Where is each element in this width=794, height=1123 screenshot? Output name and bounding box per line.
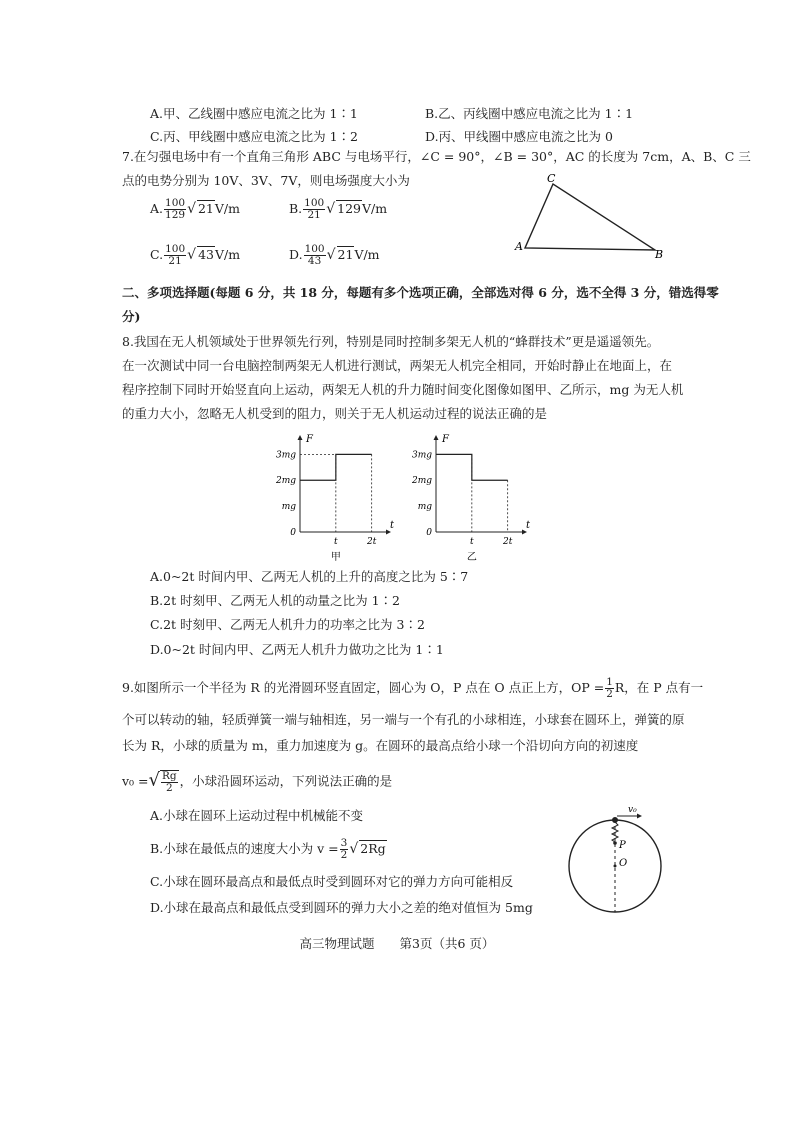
y-tick-label: mg [417, 502, 432, 513]
q9-option-a: A.小球在圆环上运动过程中机械能不变 [150, 808, 364, 823]
q9-stem-line3: 长为 R，小球的质量为 m，重力加速度为 g。在圆环的最高点给小球一个沿切向方向的初速度 [122, 738, 639, 753]
q8-option-d: D.0~2t 时间内甲、乙两无人机升力做功之比为 1∶1 [150, 642, 444, 657]
velocity-arrowhead [637, 814, 642, 819]
q7-triangle-figure [505, 170, 675, 262]
v0-label: v₀ [628, 805, 637, 815]
section2-header-line2: 分) [122, 309, 141, 324]
spring [612, 822, 618, 842]
q8-stem-line4: 的重力大小，忽略无人机受到的阻力，则关于无人机运动过程的说法正确的是 [122, 406, 548, 421]
q9-option-b: B.小球在最低点的速度大小为 v = $\frac{3}{2}$ √ 2Rg [150, 837, 386, 861]
q9-stem-line2: 个可以转动的轴，轻质弹簧一端与轴相连，另一端与一个有孔的小球相连，小球套在圆环上，弹簧的原 [122, 712, 685, 727]
triangle-abc [525, 184, 655, 250]
p-label: P [619, 840, 626, 851]
q7-option-a: A. $\frac{100}{129}$ √ 21V/m [150, 197, 240, 221]
section2-header-line1: 二、多项选择题(每题 6 分，共 18 分，每题有多个选项正确，全部选对得 6 分，选不全得 3 分，错选得零 [122, 285, 719, 300]
y-tick-label: mg [281, 502, 296, 513]
q7-stem-line1: 7.在匀强电场中有一个直角三角形 ABC 与电场平行，∠C = 90°，∠B = 30°，AC 的长度为 7cm，A、B、C 三 [122, 149, 751, 164]
x-tick-label: t [470, 537, 474, 547]
q8-stem-line2: 在一次测试中同一台电脑控制两架无人机进行测试，两架无人机完全相同，开始时静止在地面上，在 [122, 358, 673, 373]
q9-ring-figure [565, 800, 675, 925]
vertex-a-label: A [515, 240, 523, 253]
x-axis-label: t [390, 520, 395, 531]
x-axis-label: t [526, 520, 531, 531]
y-axis-arrow [298, 435, 303, 440]
ball [612, 817, 618, 823]
q9-stem-line1: 9.如图所示一个半径为 R 的光滑圆环竖直固定，圆心为 O，P 点在 O 点正上方，OP = $\frac{1}{2}$ R，在 P 点有一 [122, 676, 704, 700]
q6-option-d: D.丙、甲线圈中感应电流之比为 0 [425, 129, 613, 144]
chart-title: 乙 [466, 552, 477, 563]
q7-option-d: D. $\frac{100}{43}$ √ 21V/m [289, 243, 380, 267]
q8-option-b: B.2t 时刻甲、乙两无人机的动量之比为 1∶2 [150, 593, 400, 608]
force-step-line [300, 454, 372, 480]
y-axis-arrow [434, 435, 439, 440]
chart-yi [398, 432, 531, 564]
y-tick-label: 3mg [275, 450, 296, 461]
x-tick-label: 2t [502, 537, 513, 547]
force-step-line [436, 454, 508, 480]
y-tick-label: 0 [426, 528, 432, 538]
x-tick-label: t [334, 537, 338, 547]
q6-option-a: A.甲、乙线圈中感应电流之比为 1∶1 [150, 106, 358, 121]
chart-title: 甲 [330, 552, 341, 563]
chart-jia [262, 432, 395, 564]
q8-stem-line3: 程序控制下同时开始竖直向上运动，两架无人机的升力随时间变化图像如图甲、乙所示，mg 为无人机 [122, 382, 684, 397]
q8-option-a: A.0~2t 时间内甲、乙两无人机的上升的高度之比为 5∶7 [150, 569, 469, 584]
y-tick-label: 3mg [411, 450, 432, 461]
q7-stem-line2: 点的电势分别为 10V、3V、7V，则电场强度大小为 [122, 173, 410, 188]
point-o [614, 865, 617, 868]
y-tick-label: 2mg [275, 476, 296, 487]
x-tick-label: 2t [366, 537, 377, 547]
y-tick-label: 2mg [411, 476, 432, 487]
q9-stem-line4: v₀ =√ $\frac{Rg}{2}$ ，小球沿圆环运动，下列说法正确的是 [122, 769, 393, 794]
vertex-b-label: B [655, 248, 664, 261]
q8-stem-line1: 8.我国在无人机领域处于世界领先行列，特别是同时控制多架无人机的“蜂群技术”更是遥遥领先。 [122, 334, 660, 349]
q7-option-c: C. $\frac{100}{21}$ √ 43V/m [150, 243, 241, 267]
vertex-c-label: C [547, 172, 556, 185]
q8-option-c: C.2t 时刻甲、乙两无人机升力的功率之比为 3∶2 [150, 617, 425, 632]
y-tick-label: 0 [290, 528, 296, 538]
page-footer: 高三物理试题 第3页（共6 页） [299, 936, 495, 951]
q9-option-c: C.小球在圆环最高点和最低点时受到圆环对它的弹力方向可能相反 [150, 874, 514, 889]
point-p [613, 841, 617, 845]
o-label: O [619, 858, 628, 869]
q6-option-b: B.乙、丙线圈中感应电流之比为 1∶1 [425, 106, 634, 121]
y-axis-label: F [306, 434, 313, 445]
y-axis-label: F [442, 434, 449, 445]
q7-option-b: B. $\frac{100}{21}$ √ 129V/m [289, 197, 388, 221]
q9-option-d: D.小球在最高点和最低点受到圆环的弹力大小之差的绝对值恒为 5mg [150, 900, 533, 915]
q6-option-c: C.丙、甲线圈中感应电流之比为 1∶2 [150, 129, 358, 144]
